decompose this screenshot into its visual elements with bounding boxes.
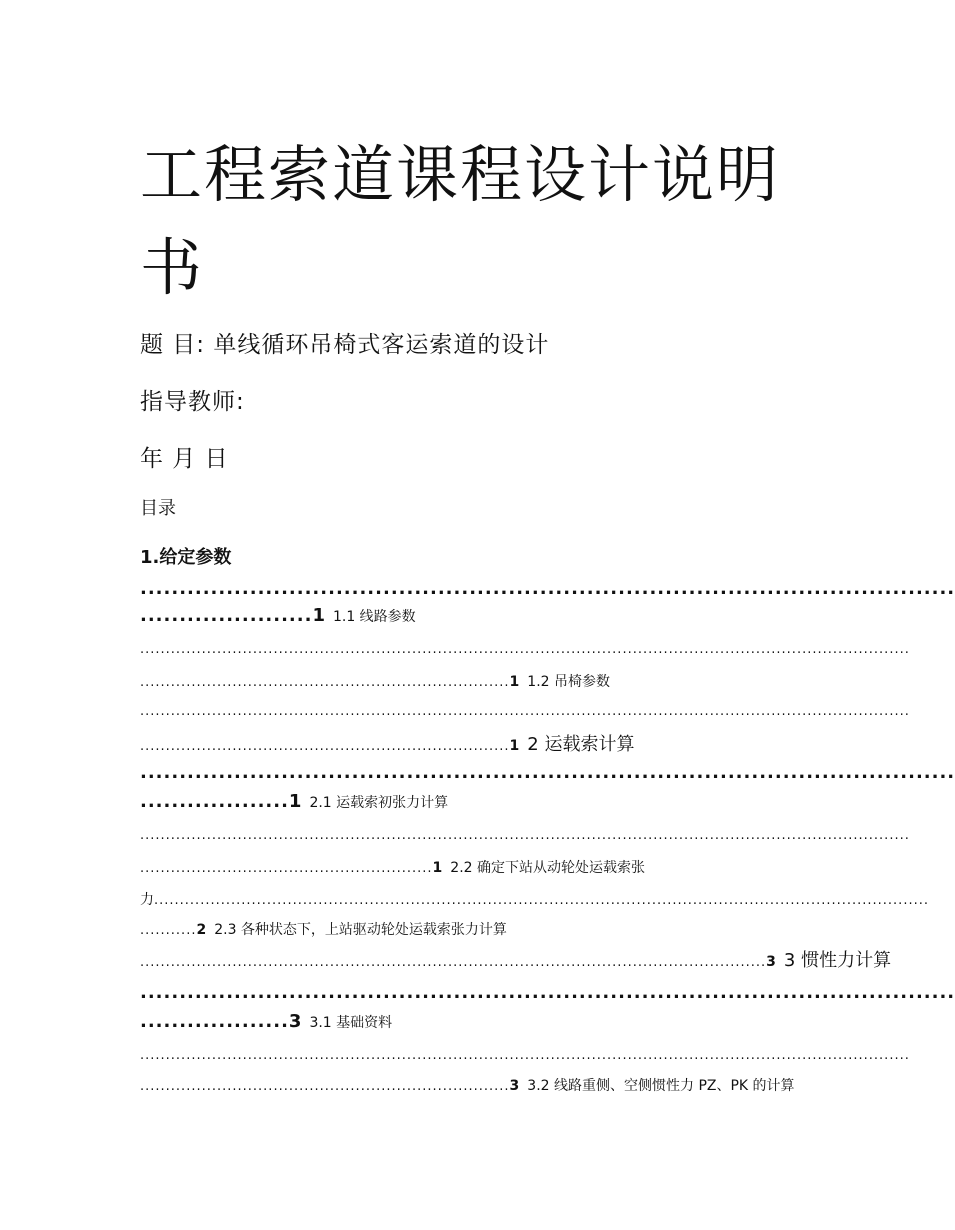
subject-line: 题 目: 单线循环吊椅式客运索道的设计 [140,332,550,358]
toc-page-number: 1 [288,791,302,812]
toc-entry-1-1[interactable] [140,605,416,626]
toc-entry-2-1-label: 2.1 运载索初张力计算 [309,795,449,811]
toc-entry-1-label: 1.给定参数 [140,547,232,568]
toc-entry-3-label: 3 惯性力计算 [783,950,892,971]
toc-leader-dots: ........................................................................ [140,739,510,754]
toc-page-number: 1 [509,738,520,754]
toc-entry-1-2-label: 1.2 吊椅参数 [527,674,610,690]
toc-entry-2-2-cont [140,889,929,909]
toc-entry-1-1-label: 1.1 线路参数 [332,609,416,625]
toc-leader-dots: ...................................................................................................................................................... [140,828,910,843]
toc-entry-2-2-label: 2.2 确定下站从动轮处运载索张 [450,860,646,876]
toc-leader-dots: ........................................................................ [140,1079,510,1094]
toc-entry-1-2[interactable] [140,671,610,691]
toc-entry-3-2[interactable] [140,1075,795,1095]
toc-leader-dots: ......................................................... [140,861,433,876]
advisor-line: 指导教师: [140,389,245,415]
toc-entry-2-3[interactable] [140,919,507,939]
toc-entry-2-3-label: 2.3 各种状态下，上站驱动轮处运载索张力计算 [214,922,507,938]
toc-entry-2-2-label-cont: 力 [140,892,154,908]
toc-entry-2-label: 2 运载索计算 [527,734,635,755]
toc-entry-2-2[interactable] [140,857,645,877]
toc-leader-dots: ...................................................................................................................................................... [140,1048,910,1063]
toc-leader-dots: ........................................................................................................ [140,578,955,599]
toc-page-number: 1 [312,605,325,626]
toc-leader-dots: ................... [140,791,289,812]
toc-entry-1[interactable] [140,543,231,569]
toc-heading: 目录 [140,498,176,519]
toc-leader-dots: ...................................................................................................................................................... [140,704,910,719]
toc-entry-2-1[interactable] [140,791,448,812]
toc-entry-2[interactable] [140,730,634,756]
toc-entry-3-1-label: 3.1 基础资料 [309,1015,393,1031]
toc-leader-dots: ........................................................................ [140,675,510,690]
toc-page-number: 2 [196,922,207,938]
toc-entry-3[interactable] [140,946,892,972]
toc-page-number: 1 [432,860,443,876]
toc-leader-dots: ...................... [140,605,313,626]
toc-leader-dots: ................... [140,1011,289,1032]
toc-entry-3-1[interactable] [140,1011,392,1032]
toc-leader-dots: ........................................................................................................ [140,982,955,1003]
toc-page-number: 3 [766,954,776,970]
toc-leader-dots: ........... [140,923,197,938]
toc-leader-dots: .......................................................................................................................... [140,955,767,970]
toc-leader-dots: ....................................................................................................................................................... [154,893,929,908]
toc-leader-dots: ...................................................................................................................................................... [140,642,910,657]
date-line: 年 月 日 [140,446,229,472]
toc-leader-dots: ........................................................................................................ [140,762,955,783]
toc-page-number: 1 [509,674,520,690]
toc-entry-3-2-label: 3.2 线路重侧、空侧惯性力 PZ、PK 的计算 [527,1078,795,1094]
toc-page-number: 3 [288,1011,302,1032]
toc-page-number: 3 [509,1078,520,1094]
document-title: 工程索道课程设计说明书 [140,138,781,304]
